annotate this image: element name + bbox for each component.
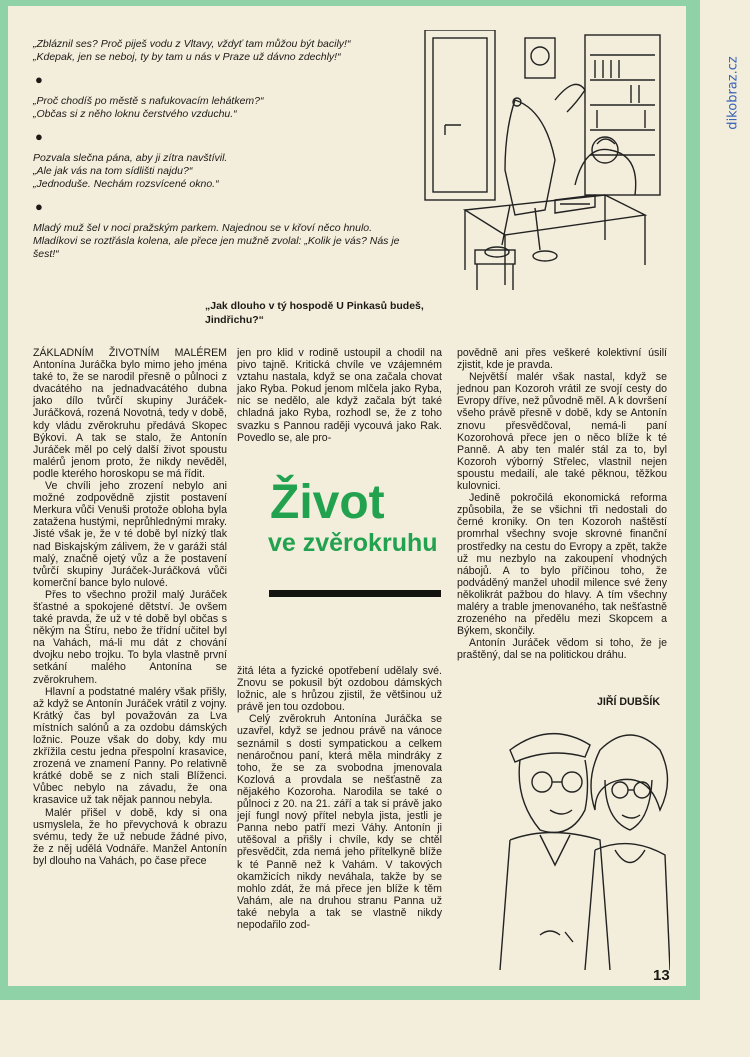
title-line-2: ve zvěrokruhu xyxy=(268,529,438,557)
article-column-1 xyxy=(33,347,227,867)
paragraph: Největší malér však nastal, když se jednou pan Kozoroh vrátil ze svojí cesty do Evropy dříve, než původně měl. A k dovršení všeho právě přesně v době, kdy se Antonín znovu přesvědčoval, nemá-li paní Kozorohová přece jen o něco blíže k té Panně. A aby ten malér stál za to, byl Kozoroh výborný Střelec, vlastnil nejen spoustu medailí, ale také pěknou, těžkou kulovnici. xyxy=(457,371,667,493)
joke-3: Pozvala slečna pána, aby ji zítra navštívil. „Ale jak vás na tom sídlišti najdu?“ „Jednoduše. Nechám rozsvícené okno.“ xyxy=(33,152,228,190)
article-title xyxy=(270,478,450,558)
paragraph: Celý zvěrokruh Antonína Juráčka se uzavřel, když se jednou právě na vánoce seznámil s dosti sympatickou a celkem nenáročnou paní, která měla mindráky z toho, že se za svobodna jmenovala Kozlová a provdala se nešťastně za nějakého Kozoroha. Narodila se také o půlnoci z 20. na 21. září a tak si právě jako její fungl nový přítel nebyla jista, jestli je Panna nebo patří mezi Váhy. Antonín ji utěšoval a přišly i chvíle, kdy se chtěl přesvědčit, zda nemá jeho přítelkyně blíže k té Panně než k Vahám. V takových okamžicích nikdy neváhala, takže by se mohlo zdát, že má přece jen blíže k těm Vahám, ale na druhou stranu Panna už také nebyla a tak se vlastně nikdy nepodařilo zod- xyxy=(237,713,442,931)
joke-separator: ● xyxy=(35,199,43,214)
jokes-block xyxy=(33,38,403,261)
cartoon-caption: „Jak dlouho v tý hospodě U Pinkasů budeš, Jindřichu?“ xyxy=(205,300,424,326)
article-column-2-bottom xyxy=(237,665,442,931)
page-number: 13 xyxy=(653,967,670,984)
paragraph: Antonín Juráček vědom si toho, že je praštěný, dal se na politickou dráhu. xyxy=(457,637,667,662)
watermark xyxy=(722,8,744,178)
paragraph: Jedině pokročilá ekonomická reforma způsobila, že se všichni tři nedostali do černé kroniky. On ten Kozoroh naštěstí promrhal všechny svoje skrovné finanční prostředky na cestu do Evropy a zpět, takže už mu nezbylo na zakoupení vhodných nábojů. A to bylo příčinou toho, že podváděný manžel uhodil milence své ženy několikrát pažbou do hlavy. A tím všechny maléry a trable jmenovaného, tak nešťastně zrozeného na předělu mezi Skopcem a Býkem, skončily. xyxy=(457,492,667,638)
paragraph: Přes to všechno prožil malý Juráček šťastné a spokojené dětství. Je ovšem také pravda, že už v té době byl občas s někým na Štíru, nebo že třídní učitel byl na Vahách, má-li mu dát z chování dvojku nebo trojku. To byla vlastně první setkání malého Antonína se zvěrokruhem. xyxy=(33,588,227,686)
paragraph: Malér přišel v době, kdy si ona usmyslela, že ho převychová k obrazu svému, tedy že už nebude žádné pivo, že z něj udělá Vodnáře. Manžel Antonín byl dlouho na Vahách, po čase přece xyxy=(33,806,227,867)
title-line-1: Život xyxy=(270,476,385,529)
joke-2: „Proč chodíš po městě s nafukovacím lehátkem?“ „Občas si z něho loknu čerstvého vzduchu.“ xyxy=(33,95,264,120)
paragraph: ZÁKLADNÍM ŽIVOTNÍM MALÉREM Antonína Juráčka bylo mimo jeho jména také to, že se narodil přesně o půlnoci z dvacátého na jednadvacátého dubna jako dílo tvůrčí skupiny Juráček-Juráčková, rozená Novotná, tedy v době, kdy vládu zvěrokruhu předává Skopec Býkovi. A tak se stalo, že Antonín Juráček měl po celý další život spoustu malérů jenom proto, že nikdy nevěděl, podle kterého horoskopu se má řídit. xyxy=(33,347,227,480)
article-column-3 xyxy=(457,347,667,661)
cartoon-illustration-couple xyxy=(480,710,670,970)
paragraph: povědně ani přes veškeré kolektivní úsilí zjistit, kde je pravda. xyxy=(457,347,667,372)
author-signature: JIŘÍ DUBŠÍK xyxy=(597,696,660,708)
title-rule xyxy=(269,590,441,597)
paragraph: žitá léta a fyzické opotřebení udělaly své. Znovu se pokusil být ozdobou dámských ložnic, ale s hrůzou zjistil, že většinou už právě jen tou ozdobou. xyxy=(237,665,442,714)
article-column-2-top xyxy=(237,347,442,444)
paragraph: jen pro klid v rodině ustoupil a chodil na pivo tajně. Kritická chvíle ve vzájemném vztahu nastala, když se ona začala chovat jako Ryba. Pokud jenom mlčela jako Ryba, nic se nedělo, ale když začala být také chladná jako Ryba, rozhodl se, že z toho svazku s Pannou raději vycouvá jako Rak. Povedlo se, ale pro- xyxy=(237,347,442,444)
paragraph: Hlavní a podstatné maléry však přišly, až když se Antonín Juráček vrátil z vojny. Krátký čas byl považován za Lva místních salónů a za ozdobu dámských ložnic. Pouze však do doby, kdy mu zkřížila cestu jedna přespolní krasavice, zrozená ve znamení Panny. Po relativně krátké době se z nich stali Blíženci. Vůbec nebylo na závadu, že ona krasavice už tak nějak pannou nebyla. xyxy=(33,685,227,807)
joke-separator: ● xyxy=(35,129,43,144)
joke-1: „Zbláznil ses? Proč piješ vodu z Vltavy, vždyť tam můžou být bacily!“ „Kdepak, jen se neboj, ty by tam u nás v Praze už dávno zdechly!“ xyxy=(33,38,351,63)
joke-4: Mladý muž šel v noci pražským parkem. Najednou se v křoví něco hnulo. Mladíkovi se roztřásla kolena, ale přece jen mužně zvolal: „Kolik je vás? Nás je šest!“ xyxy=(33,222,400,260)
joke-separator: ● xyxy=(35,72,43,87)
cartoon-illustration-office xyxy=(405,30,665,290)
paragraph: Ve chvíli jeho zrození nebylo ani možné zodpovědně zjistit postavení Merkura vůči Venuši protože obloha byla zatažena hustými, neprůhlednými mraky. Jisté však je, že v té době byl nízký tlak nad Biskajským zálivem, že v garáži stál malý, značně ojetý vůz a že postavení tvůrčí skupiny Juráček-Juráčková vůči komerční bance bylo nulové. xyxy=(33,480,227,589)
watermark-text: dikobraz.cz xyxy=(725,56,741,130)
